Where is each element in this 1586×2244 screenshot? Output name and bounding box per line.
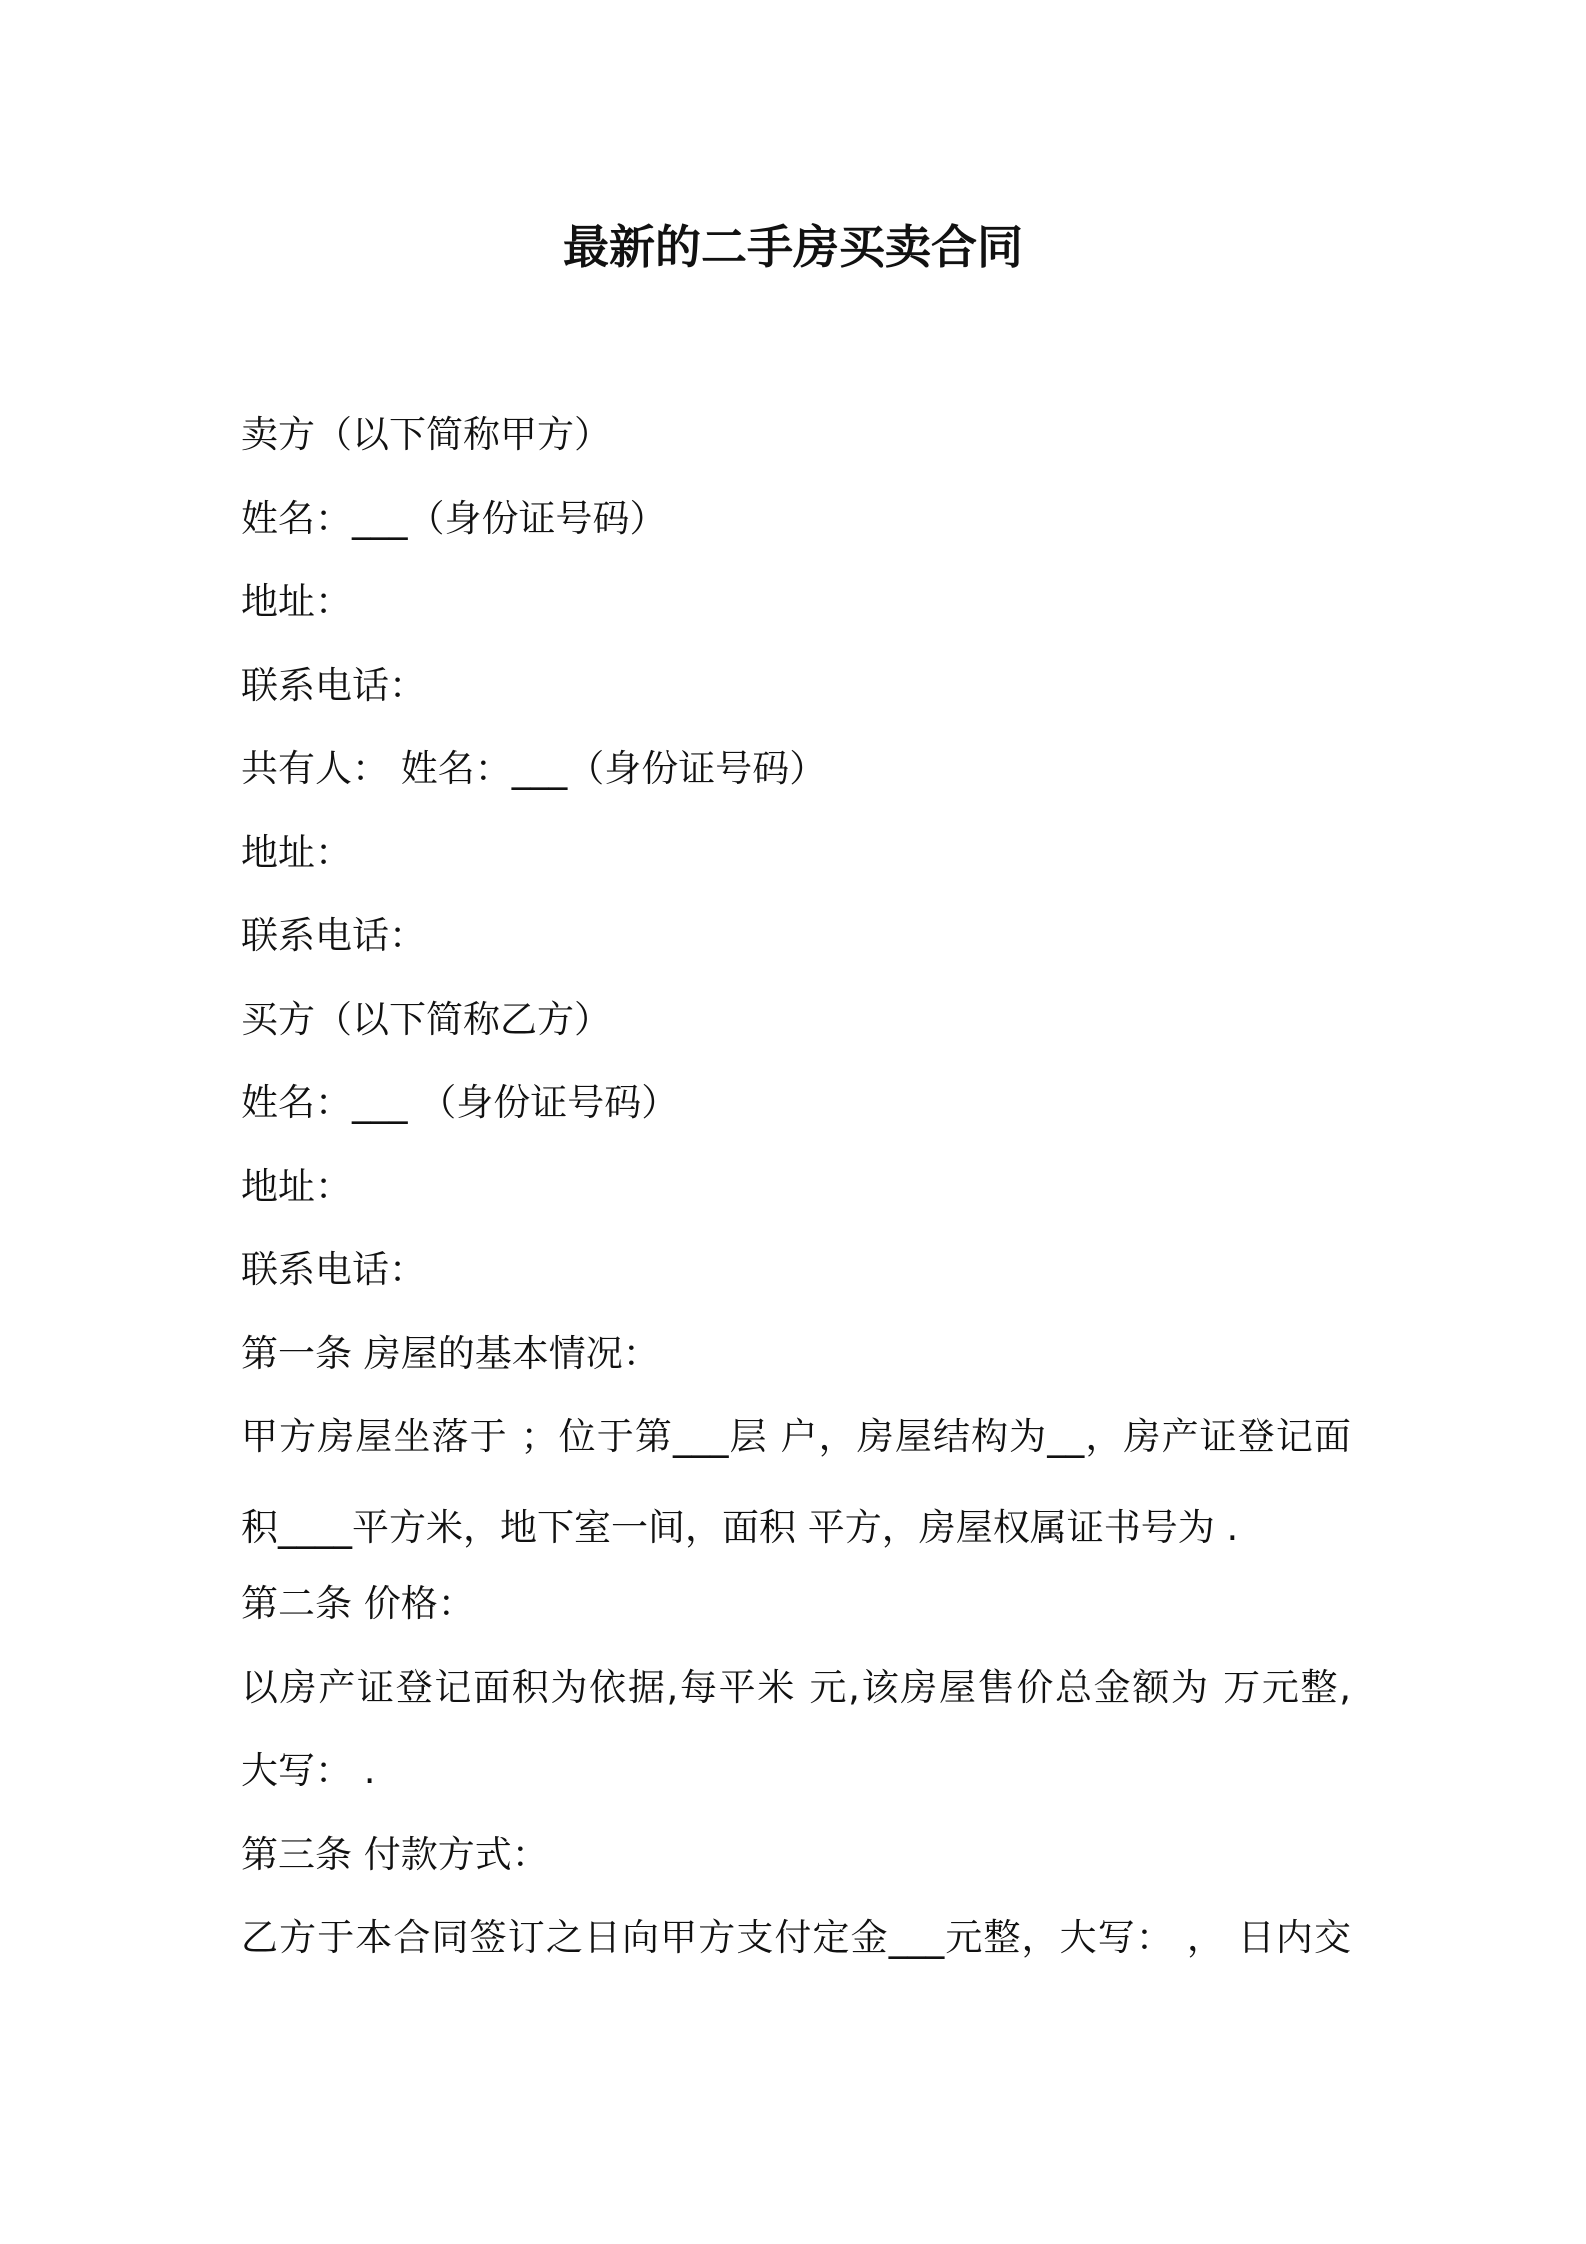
- seller-name-line: 姓名：___（身份证号码）: [241, 496, 667, 540]
- buyer-phone-line: 联系电话：: [241, 1248, 426, 1291]
- buyer-heading: 买方（以下简称乙方）: [241, 997, 611, 1041]
- co-owner-name-line: 共有人： 姓名：___（身份证号码）: [241, 747, 827, 790]
- article-2-text-line: 大写： .: [241, 1749, 376, 1792]
- seller-heading: 卖方（以下简称甲方）: [241, 413, 611, 456]
- contract-body: [241, 393, 1351, 1980]
- buyer-address-line: 地址：: [241, 1164, 352, 1208]
- seller-phone-line: 联系电话：: [241, 663, 426, 707]
- article-3-heading: 第三条 付款方式：: [241, 1832, 549, 1876]
- buyer-name-line: 姓名：___ （身份证号码）: [241, 1081, 679, 1124]
- co-owner-address-line: 地址：: [241, 830, 352, 874]
- article-1-text-line: 积____平方米，地下室一间，面积 平方，房屋权属证书号为 .: [241, 1505, 1239, 1549]
- article-1-heading: 第一条 房屋的基本情况：: [241, 1331, 660, 1375]
- seller-address-line: 地址：: [241, 580, 352, 623]
- article-2-text-line: 以房产证登记面积为依据,每平米 元,该房屋售价总金额为 万元整,: [241, 1665, 1351, 1709]
- article-2-heading: 第二条 价格：: [241, 1582, 475, 1625]
- article-3-text-line: 乙方于本合同签订之日向甲方支付定金___元整，大写： ， 日内交: [241, 1916, 1351, 1959]
- document-title: 最新的二手房买卖合同: [563, 220, 1023, 274]
- article-1-text-line: 甲方房屋坐落于 ；位于第___层 户，房屋结构为__，房产证登记面: [241, 1415, 1351, 1458]
- co-owner-phone-line: 联系电话：: [241, 914, 426, 957]
